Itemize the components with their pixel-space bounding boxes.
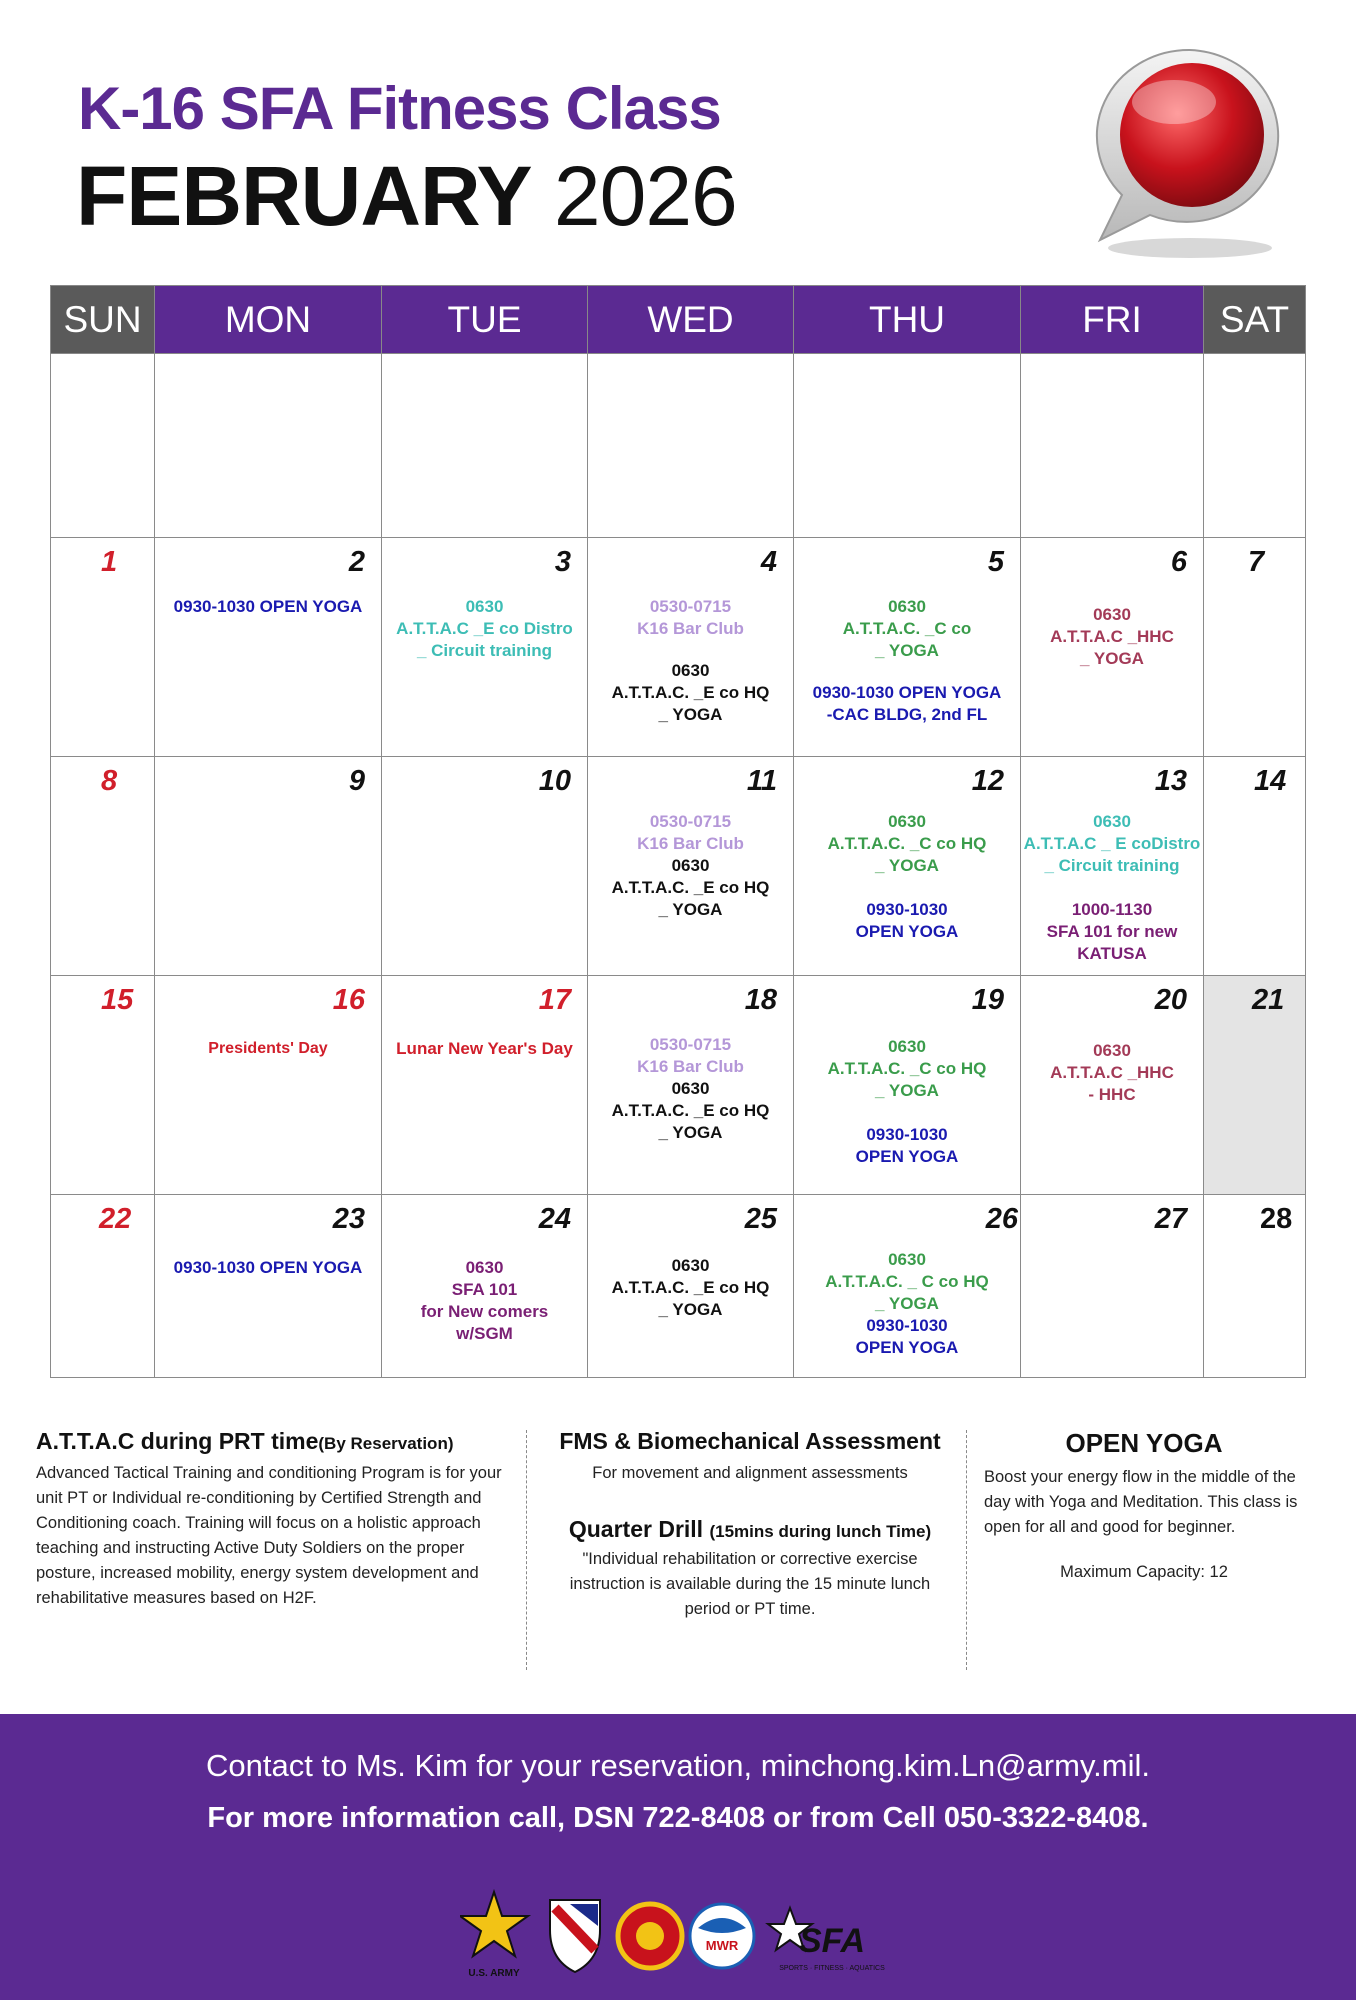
event-list [796,1036,1018,1168]
event-line: 0930-1030 [866,1125,948,1144]
event-line: A.T.T.A.C _ E coDistro [1023,834,1201,853]
weekday-mon: MON [155,286,382,354]
event-line: A.T.T.A.C. _E co HQ [611,683,770,702]
yoga-body: Boost your energy flow in the middle of the day with Yoga and Meditation. This class is open for all and good for beginner. [984,1468,1298,1536]
day-cell [794,757,1021,976]
day-number: 1 [101,546,118,578]
event-line: 0530-0715 [649,812,732,831]
day-cell [155,538,382,757]
day-cell [382,1195,588,1378]
day-number: 28 [1260,1203,1293,1235]
fms-body: For movement and alignment assessments [592,1464,908,1482]
event-line: A.T.T.A.C. _ C co HQ [825,1272,989,1291]
day-number: 9 [348,765,365,797]
holiday-label: Lunar New Year's Day [396,1039,573,1058]
event-line: _ YOGA [875,1294,939,1313]
event-line: A.T.T.A.C _E co Distro [396,619,573,638]
attac-heading-text: A.T.T.A.C during PRT time [36,1428,319,1454]
event-list [796,596,1018,726]
quarter-heading-text: Quarter Drill [568,1516,704,1542]
event-line: - HHC [1088,1085,1136,1104]
event-line: _ YOGA [658,1123,723,1142]
army-star-icon [460,1892,528,1979]
event-line: _ YOGA [875,641,939,660]
day-cell [51,976,155,1195]
event-line: K16 Bar Club [637,1057,744,1076]
event-list [384,596,585,662]
event-line: 0630 [671,1256,710,1275]
day-number: 13 [1154,765,1187,797]
event-line: 0630 [1093,1041,1131,1060]
footer-banner [0,1714,1356,2000]
contact-line: Contact to Ms. Kim for your reservation, minchong.kim.Ln@army.mil. [206,1748,1150,1783]
day-number: 3 [554,546,571,578]
speech-bubble-icon [1062,40,1302,270]
day-number: 19 [971,984,1004,1016]
event-line: -CAC BLDG, 2nd FL [826,705,988,724]
day-cell [1204,757,1306,976]
day-number: 24 [538,1203,571,1235]
yoga-capacity: Maximum Capacity: 12 [1060,1563,1228,1581]
event-line: 0630 [888,597,926,616]
event-line: _ YOGA [875,1081,939,1100]
day-number: 10 [538,765,571,797]
event-line: 0630 [888,812,926,831]
day-cell [51,757,155,976]
weekday-wed: WED [588,286,794,354]
day-cell [51,1195,155,1378]
day-number: 20 [1154,984,1187,1016]
day-number: 25 [744,1203,777,1235]
event-list [384,1257,585,1345]
empty-cell [1021,354,1204,538]
event-line: w/SGM [456,1324,513,1343]
event-line: 0930-1030 [866,900,948,919]
event-line: 0630 [465,1258,504,1277]
event-list [590,1255,791,1321]
event-line: OPEN YOGA [855,1147,959,1166]
event-line: 0630 [1093,812,1131,831]
event-list [157,1038,379,1060]
fms-heading: FMS & Biomechanical Assessment [559,1428,941,1454]
mwr-logo-text: MWR [705,1938,739,1953]
day-cell [794,1195,1021,1378]
yoga-heading: OPEN YOGA [1065,1428,1223,1458]
event-line: 0630 [671,1079,710,1098]
day-cell [1204,538,1306,757]
day-cell [382,976,588,1195]
day-cell [51,538,155,757]
svg-text:SFA: SFA [798,1922,866,1960]
event-line: _ YOGA [658,1300,723,1319]
weekday-thu: THU [794,286,1021,354]
shield-icon [550,1900,600,1972]
attac-heading [36,1428,516,1455]
event-line: _ YOGA [1080,649,1144,668]
event-line: A.T.T.A.C. _E co HQ [611,1101,770,1120]
attac-info [36,1428,516,1611]
day-cell [1021,976,1204,1195]
day-number: 26 [985,1203,1018,1235]
day-cell [1204,1195,1306,1378]
event-line: 0630 [1093,605,1131,624]
day-cell [1021,538,1204,757]
event-list [590,1034,791,1144]
divider [966,1430,967,1670]
event-list [1023,811,1201,965]
day-number: 22 [99,1203,132,1235]
day-cell [1204,976,1306,1195]
day-cell [588,1195,794,1378]
day-number: 17 [538,984,571,1016]
event-line: 0530-0715 [649,1035,732,1054]
event-line: 0930-1030 [866,1316,948,1335]
event-line: 0630 [465,597,504,616]
army-logo-text: U.S. ARMY [468,1968,520,1979]
event-list [1023,604,1201,670]
day-cell [588,976,794,1195]
event-line: A.T.T.A.C. _E co HQ [611,878,770,897]
event-list [157,596,379,618]
mwr-logo-icon [690,1904,754,1968]
day-number: 4 [760,546,777,578]
empty-cell [155,354,382,538]
event-line: 0630 [671,856,710,875]
holiday-label: Presidents' Day [208,1040,328,1057]
empty-cell [51,354,155,538]
weekday-tue: TUE [382,286,588,354]
event-line: A.T.T.A.C _HHC [1050,1063,1174,1082]
day-cell [155,757,382,976]
day-cell [155,976,382,1195]
weekday-sun: SUN [51,286,155,354]
day-number: 2 [348,546,365,578]
event-line: 0930-1030 OPEN YOGA [173,597,363,616]
day-number: 27 [1154,1203,1187,1235]
phone-line: For more information call, DSN 722-8408 or from Cell 050-3322-8408. [207,1802,1149,1834]
empty-cell [1204,354,1306,538]
event-line: KATUSA [1077,944,1147,963]
sfa-logo-icon [768,1908,885,1972]
quarter-body: "Individual rehabilitation or corrective exercise instruction is available during the 15 minute lunch period or PT time. [569,1550,931,1618]
day-cell [794,538,1021,757]
event-line: A.T.T.A.C _HHC [1050,627,1174,646]
imcom-crest-icon [618,1904,682,1968]
sfa-logo-text: SPORTS · FITNESS · AQUATICS [779,1965,885,1972]
event-line: for New comers [420,1302,549,1321]
event-line: K16 Bar Club [637,834,744,853]
event-line: 0630 [671,661,710,680]
event-list [590,811,791,921]
day-number: 16 [332,984,365,1016]
event-list [590,596,791,726]
day-number: 18 [744,984,777,1016]
attac-body: Advanced Tactical Training and conditioning Program is for your unit PT or Individual re-conditioning by Certified Strength and Conditioning coach. Training will focus on a holistic approach teaching and instructing Active Duty Soldiers on the proper posture, increased mobility, energy system development and rehabilitative measures based on H2F. [36,1464,502,1607]
event-line: A.T.T.A.C. _C co [842,619,972,638]
month-label: FEBRUARY [76,149,532,243]
event-line: _ YOGA [875,856,939,875]
event-line: SFA 101 for new [1046,922,1178,941]
event-line: SFA 101 [451,1280,518,1299]
event-list [796,811,1018,943]
day-number: 6 [1170,546,1187,578]
event-list [1023,1040,1201,1106]
attac-heading-note: (By Reservation) [318,1434,454,1453]
day-number: 21 [1252,984,1285,1016]
day-cell [588,757,794,976]
fms-info [540,1428,960,1622]
day-number: 14 [1254,765,1287,797]
empty-cell [794,354,1021,538]
day-number: 11 [746,765,777,797]
yoga-info [984,1428,1304,1585]
event-line: 0930-1030 OPEN YOGA [812,683,1002,702]
empty-cell [588,354,794,538]
event-line: _ Circuit training [416,641,553,660]
year-label: 2026 [553,149,737,243]
month-year [76,148,737,245]
day-number: 5 [987,546,1004,578]
day-number: 12 [971,765,1004,797]
empty-cell [382,354,588,538]
event-line: K16 Bar Club [637,619,744,638]
day-cell [382,538,588,757]
day-cell [794,976,1021,1195]
day-cell [588,538,794,757]
event-line: A.T.T.A.C. _E co HQ [611,1278,770,1297]
event-list [796,1249,1018,1359]
event-line: A.T.T.A.C. _C co HQ [827,1059,987,1078]
calendar-grid [50,285,1306,1378]
event-line: 0530-0715 [649,597,732,616]
event-line: 1000-1130 [1071,900,1153,919]
event-line: _ Circuit training [1044,856,1180,875]
day-number: 8 [101,765,118,797]
day-number: 23 [332,1203,365,1235]
day-cell [1021,1195,1204,1378]
day-cell [382,757,588,976]
day-number: 7 [1248,546,1265,578]
quarter-heading-note: (15mins during lunch Time) [709,1522,932,1541]
day-number: 15 [101,984,134,1016]
divider [526,1430,527,1670]
day-cell [1021,757,1204,976]
page-title: K-16 SFA Fitness Class [78,75,721,142]
quarter-heading [540,1516,960,1543]
event-line: 0630 [888,1250,926,1269]
event-line: _ YOGA [658,705,723,724]
event-list [384,1038,585,1060]
weekday-sat: SAT [1204,286,1306,354]
sponsor-logos [460,1888,900,1988]
weekday-fri: FRI [1021,286,1204,354]
event-line: OPEN YOGA [855,922,959,941]
event-line: 0930-1030 OPEN YOGA [173,1258,363,1277]
event-line: OPEN YOGA [855,1338,959,1357]
day-cell [155,1195,382,1378]
event-line: A.T.T.A.C. _C co HQ [827,834,987,853]
event-line: 0630 [888,1037,926,1056]
event-list [157,1257,379,1279]
event-line: _ YOGA [658,900,723,919]
